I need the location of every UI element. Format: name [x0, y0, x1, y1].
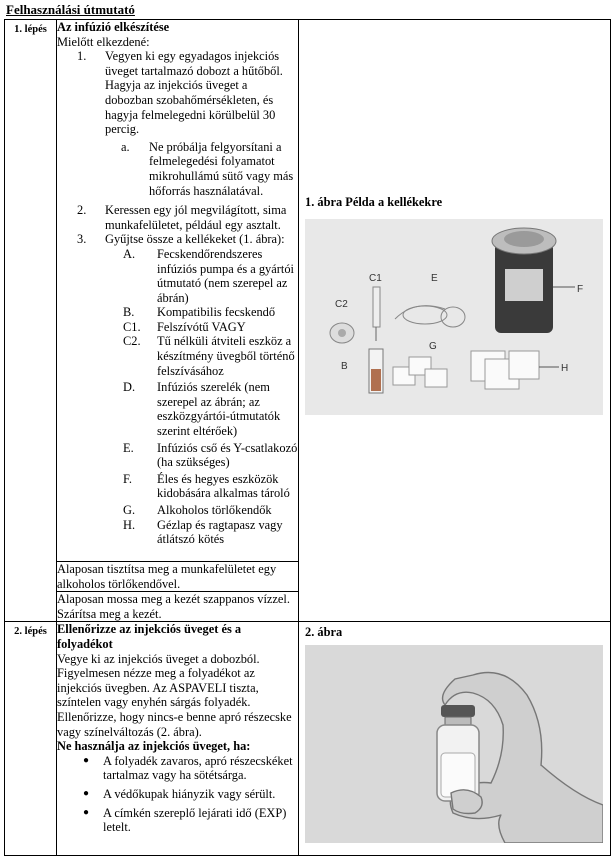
- list-item: ● A címkén szereplő lejárati idő (EXP) letelt.: [83, 805, 287, 835]
- supplies-illustration: [305, 219, 603, 415]
- vial-in-hand-illustration: [305, 645, 603, 843]
- figure-label-g: G: [429, 340, 437, 352]
- syringe-image: [369, 349, 383, 393]
- figure-label-e: E: [431, 272, 438, 284]
- supply-item: D. Infúziós szerelék (nem szerepel az ábrán; az eszközgyártói-útmutatók szerint eltérőek): [123, 380, 281, 439]
- supply-item: F. Éles és hegyes eszközök kidobására alkalmas tároló: [123, 471, 290, 501]
- step2-label: 2. lépés: [5, 622, 57, 856]
- step2-instructions: [57, 622, 299, 856]
- step1-heading: Az infúzió elkészítése: [57, 20, 170, 34]
- figure-label-c2: C2: [335, 298, 348, 310]
- supply-item: H. Gézlap és ragtapasz vagy átlátszó kötés: [123, 517, 283, 547]
- supply-item: B. Kompatibilis fecskendő: [123, 305, 276, 320]
- supply-item: E. Infúziós cső és Y-csatlakozó (ha szükséges): [123, 440, 298, 470]
- figure2-title: 2. ábra: [305, 625, 343, 640]
- list-item: ● A folyadék zavaros, apró részecskéket tartalmaz vagy ha sötétsárga.: [83, 753, 293, 783]
- instruction-table: [4, 19, 611, 856]
- list-item: ● A védőkupak hiányzik vagy sérült.: [83, 786, 276, 801]
- supply-item: A. Fecskendőrendszeres infúziós pumpa és a gyártói útmutató (nem szerepel az ábrán): [123, 246, 294, 305]
- transfer-device-image: [330, 323, 354, 343]
- clean-surface-text: Alaposan tisztítsa meg a munkafelületet egy alkoholos törlőkendővel.: [57, 562, 299, 592]
- step1-instructions: [57, 20, 299, 562]
- step2-warning: Ne használja az injekciós üveget, ha:: [57, 739, 251, 754]
- list-item: 3. Gyűjtse össze a kellékeket (1. ábra):: [77, 232, 285, 247]
- step2-body: Vegye ki az injekciós üveget a dobozból. Figyelmesen nézze meg a folyadékot az injekciós üvegben. Az ASPAVELI tiszta, színtelen vagy enyhén sárgás folyadék. Ellenőrizze, hogy nincs-e benne apró részecske vagy színelváltozás (2. ábra).: [57, 651, 292, 739]
- step1-intro: Mielőtt elkezdené:: [57, 34, 150, 49]
- supply-item: G. Alkoholos törlőkendők: [123, 503, 272, 517]
- supply-item: C2. Tű nélküli átviteli eszköz a készítmény üvegből történő felszívásához: [123, 334, 295, 378]
- list-item: 2. Keressen egy jól megvilágított, sima munkafelületet, például egy asztalt.: [77, 203, 287, 232]
- figure1-cell: [299, 20, 611, 622]
- step1-label: 1. lépés: [5, 20, 57, 622]
- supply-item: C1. Felszívótű VAGY: [123, 319, 246, 334]
- step2-heading: Ellenőrizze az injekciós üveget és a folyadékot: [57, 622, 242, 651]
- step2-row: [5, 622, 611, 856]
- wash-hands-text: Alaposan mossa meg a kezét szappanos vízzel. Szárítsa meg a kezét.: [57, 592, 299, 622]
- page-title: Felhasználási útmutató: [6, 2, 135, 17]
- list-item: a. Ne próbálja felgyorsítani a felmelegedési folyamatot mikrohullámú sütő vagy más hőforrás használatával.: [121, 139, 294, 198]
- list-item: 1. Vegyen ki egy egyadagos injekciós üveget tartalmazó dobozt a hűtőből. Hagyja az injekciós üveget a dobozban szobahőmérsékleten, és hagyja felmelegedni körülbelül 30 percig.: [77, 49, 283, 137]
- figure-label-h: H: [561, 362, 569, 374]
- figure1-title: 1. ábra Példa a kellékekre: [305, 195, 443, 209]
- figure-label-c1: C1: [369, 272, 382, 284]
- step1-row: [5, 20, 611, 562]
- figure2-cell: [299, 622, 611, 856]
- figure-label-b: B: [341, 360, 348, 372]
- figure-label-f: F: [577, 283, 584, 295]
